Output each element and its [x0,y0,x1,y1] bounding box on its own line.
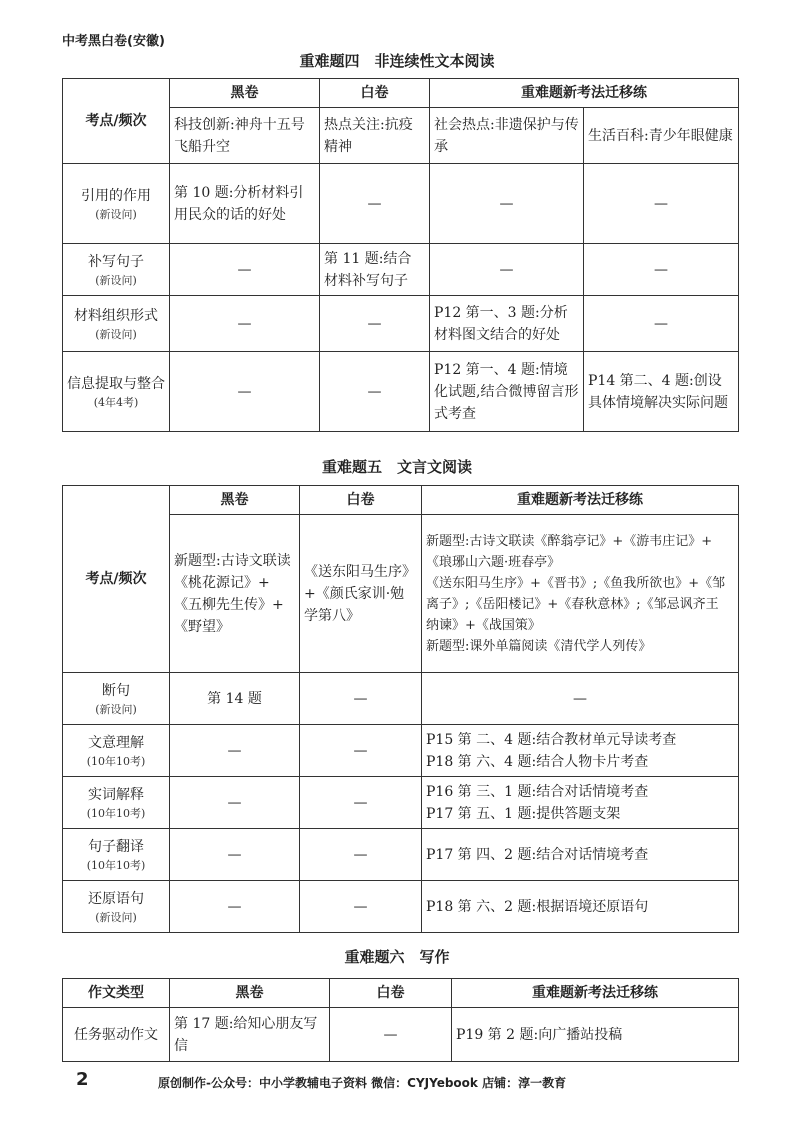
kaodian-header: 考点/频次 [63,486,170,673]
white-cell: 《送东阳马生序》+《颜氏家训·勉学第八》 [300,515,422,673]
row-freq: (新设问) [95,273,137,287]
row-head [63,352,170,432]
new-line: 新题型:课外单篇阅读《清代学人列传》 [426,638,652,654]
row-name: 材料组织形式 [74,307,158,324]
row-head [63,296,170,352]
row-head [63,244,170,296]
white-cell: — [300,777,422,829]
book-header: 中考黑白卷(安徽) [62,34,165,49]
new-header: 重难题新考法迁移练 [452,979,739,1008]
new-header: 重难题新考法迁移练 [430,79,739,108]
theme-cell: 科技创新:神舟十五号飞船升空 [170,108,320,164]
new-line: P15 第 二、4 题:结合教材单元导读考查 [426,731,677,748]
new-line: P17 第 五、1 题:提供答题支架 [426,805,621,822]
row-head [63,164,170,244]
black-cell: — [170,829,300,881]
new-cell: — [430,244,584,296]
new-cell [422,725,739,777]
black-cell: 第 17 题:给知心朋友写信 [170,1008,330,1062]
row-name: 实词解释 [88,786,144,803]
new-cell: P12 第一、3 题:分析材料图文结合的好处 [430,296,584,352]
new-line: 《送东阳马生序》+《晋书》;《鱼我所欲也》+《邹 [426,575,726,591]
new-cell: P12 第一、4 题:情境化试题,结合微博留言形式考查 [430,352,584,432]
new-cell: P14 第二、4 题:创设具体情境解决实际问题 [584,352,739,432]
row-name: 文意理解 [88,734,144,751]
black-cell: — [170,352,320,432]
row-name: 补写句子 [88,253,144,270]
section5-table [62,485,739,933]
new-cell: — [584,296,739,352]
footer-text: 原创制作-公众号：中小学教辅电子资料 微信：CYJYebook 店铺：淳一教育 [158,1076,567,1090]
white-cell: — [330,1008,452,1062]
type-header: 作文类型 [63,979,170,1008]
row-name: 信息提取与整合 [67,375,165,392]
section4-table [62,78,739,432]
white-cell: — [320,296,430,352]
white-header: 白卷 [330,979,452,1008]
row-head [63,829,170,881]
white-cell: — [320,164,430,244]
new-line: P16 第 三、1 题:结合对话情境考查 [426,783,649,800]
row-freq: (新设问) [95,702,137,716]
white-cell: — [300,673,422,725]
row-head [63,881,170,933]
new-cell: — [584,164,739,244]
new-line: 离子》;《岳阳楼记》+《春秋意林》;《邹忌讽齐王 [426,596,719,612]
new-cell [422,515,739,673]
white-cell: 第 11 题:结合材料补写句子 [320,244,430,296]
black-header: 黑卷 [170,486,300,515]
black-cell: 新题型:古诗文联读《桃花源记》+《五柳先生传》+《野望》 [170,515,300,673]
new-cell: — [430,164,584,244]
black-cell: 第 14 题 [170,673,300,725]
row-freq: (新设问) [95,910,137,924]
black-header: 黑卷 [170,79,320,108]
row-freq: (新设问) [95,207,137,221]
row-head [63,673,170,725]
new-cell: P18 第 六、2 题:根据语境还原语句 [422,881,739,933]
black-cell: — [170,725,300,777]
row-name: 断句 [102,682,130,699]
black-cell: — [170,777,300,829]
black-header: 黑卷 [170,979,330,1008]
row-freq: (10年10考) [86,806,146,820]
row-freq: (新设问) [95,327,137,341]
row-freq: (10年10考) [86,858,146,872]
new-cell: P17 第 四、2 题:结合对话情境考查 [422,829,739,881]
theme-cell: 热点关注:抗疫精神 [320,108,430,164]
new-header: 重难题新考法迁移练 [422,486,739,515]
section5-title: 重难题五 文言文阅读 [321,458,472,476]
white-cell: — [300,725,422,777]
row-name: 句子翻译 [88,838,144,855]
page-number: 2 [76,1069,89,1090]
section6-title: 重难题六 写作 [344,948,450,966]
row-head [63,725,170,777]
white-cell: — [300,829,422,881]
row-name: 任务驱动作文 [63,1008,170,1062]
new-line: 《琅琊山六题·班春亭》 [426,554,561,570]
row-name: 还原语句 [88,890,144,907]
new-line: P18 第 六、4 题:结合人物卡片考查 [426,753,649,770]
section6-table [62,978,739,1062]
white-cell: — [320,352,430,432]
black-cell: — [170,881,300,933]
row-freq: (10年10考) [86,754,146,768]
page-footer [0,1069,794,1096]
white-cell: — [300,881,422,933]
black-cell: 第 10 题:分析材料引用民众的话的好处 [170,164,320,244]
section4-title: 重难题四 非连续性文本阅读 [299,52,495,70]
black-cell: — [170,244,320,296]
new-cell: P19 第 2 题:向广播站投稿 [452,1008,739,1062]
row-freq: (4年4考) [93,395,139,409]
theme-cell: 社会热点:非遗保护与传承 [430,108,584,164]
row-head [63,777,170,829]
kaodian-header: 考点/频次 [63,79,170,164]
theme-cell: 生活百科:青少年眼健康 [584,108,739,164]
black-cell: — [170,296,320,352]
row-name: 引用的作用 [81,187,151,204]
white-header: 白卷 [320,79,430,108]
new-cell [422,777,739,829]
new-cell: — [422,673,739,725]
white-header: 白卷 [300,486,422,515]
new-line: 新题型:古诗文联读《醉翁亭记》+《游韦庄记》+ [426,533,713,549]
new-line: 纳谏》+《战国策》 [426,617,541,633]
new-cell: — [584,244,739,296]
